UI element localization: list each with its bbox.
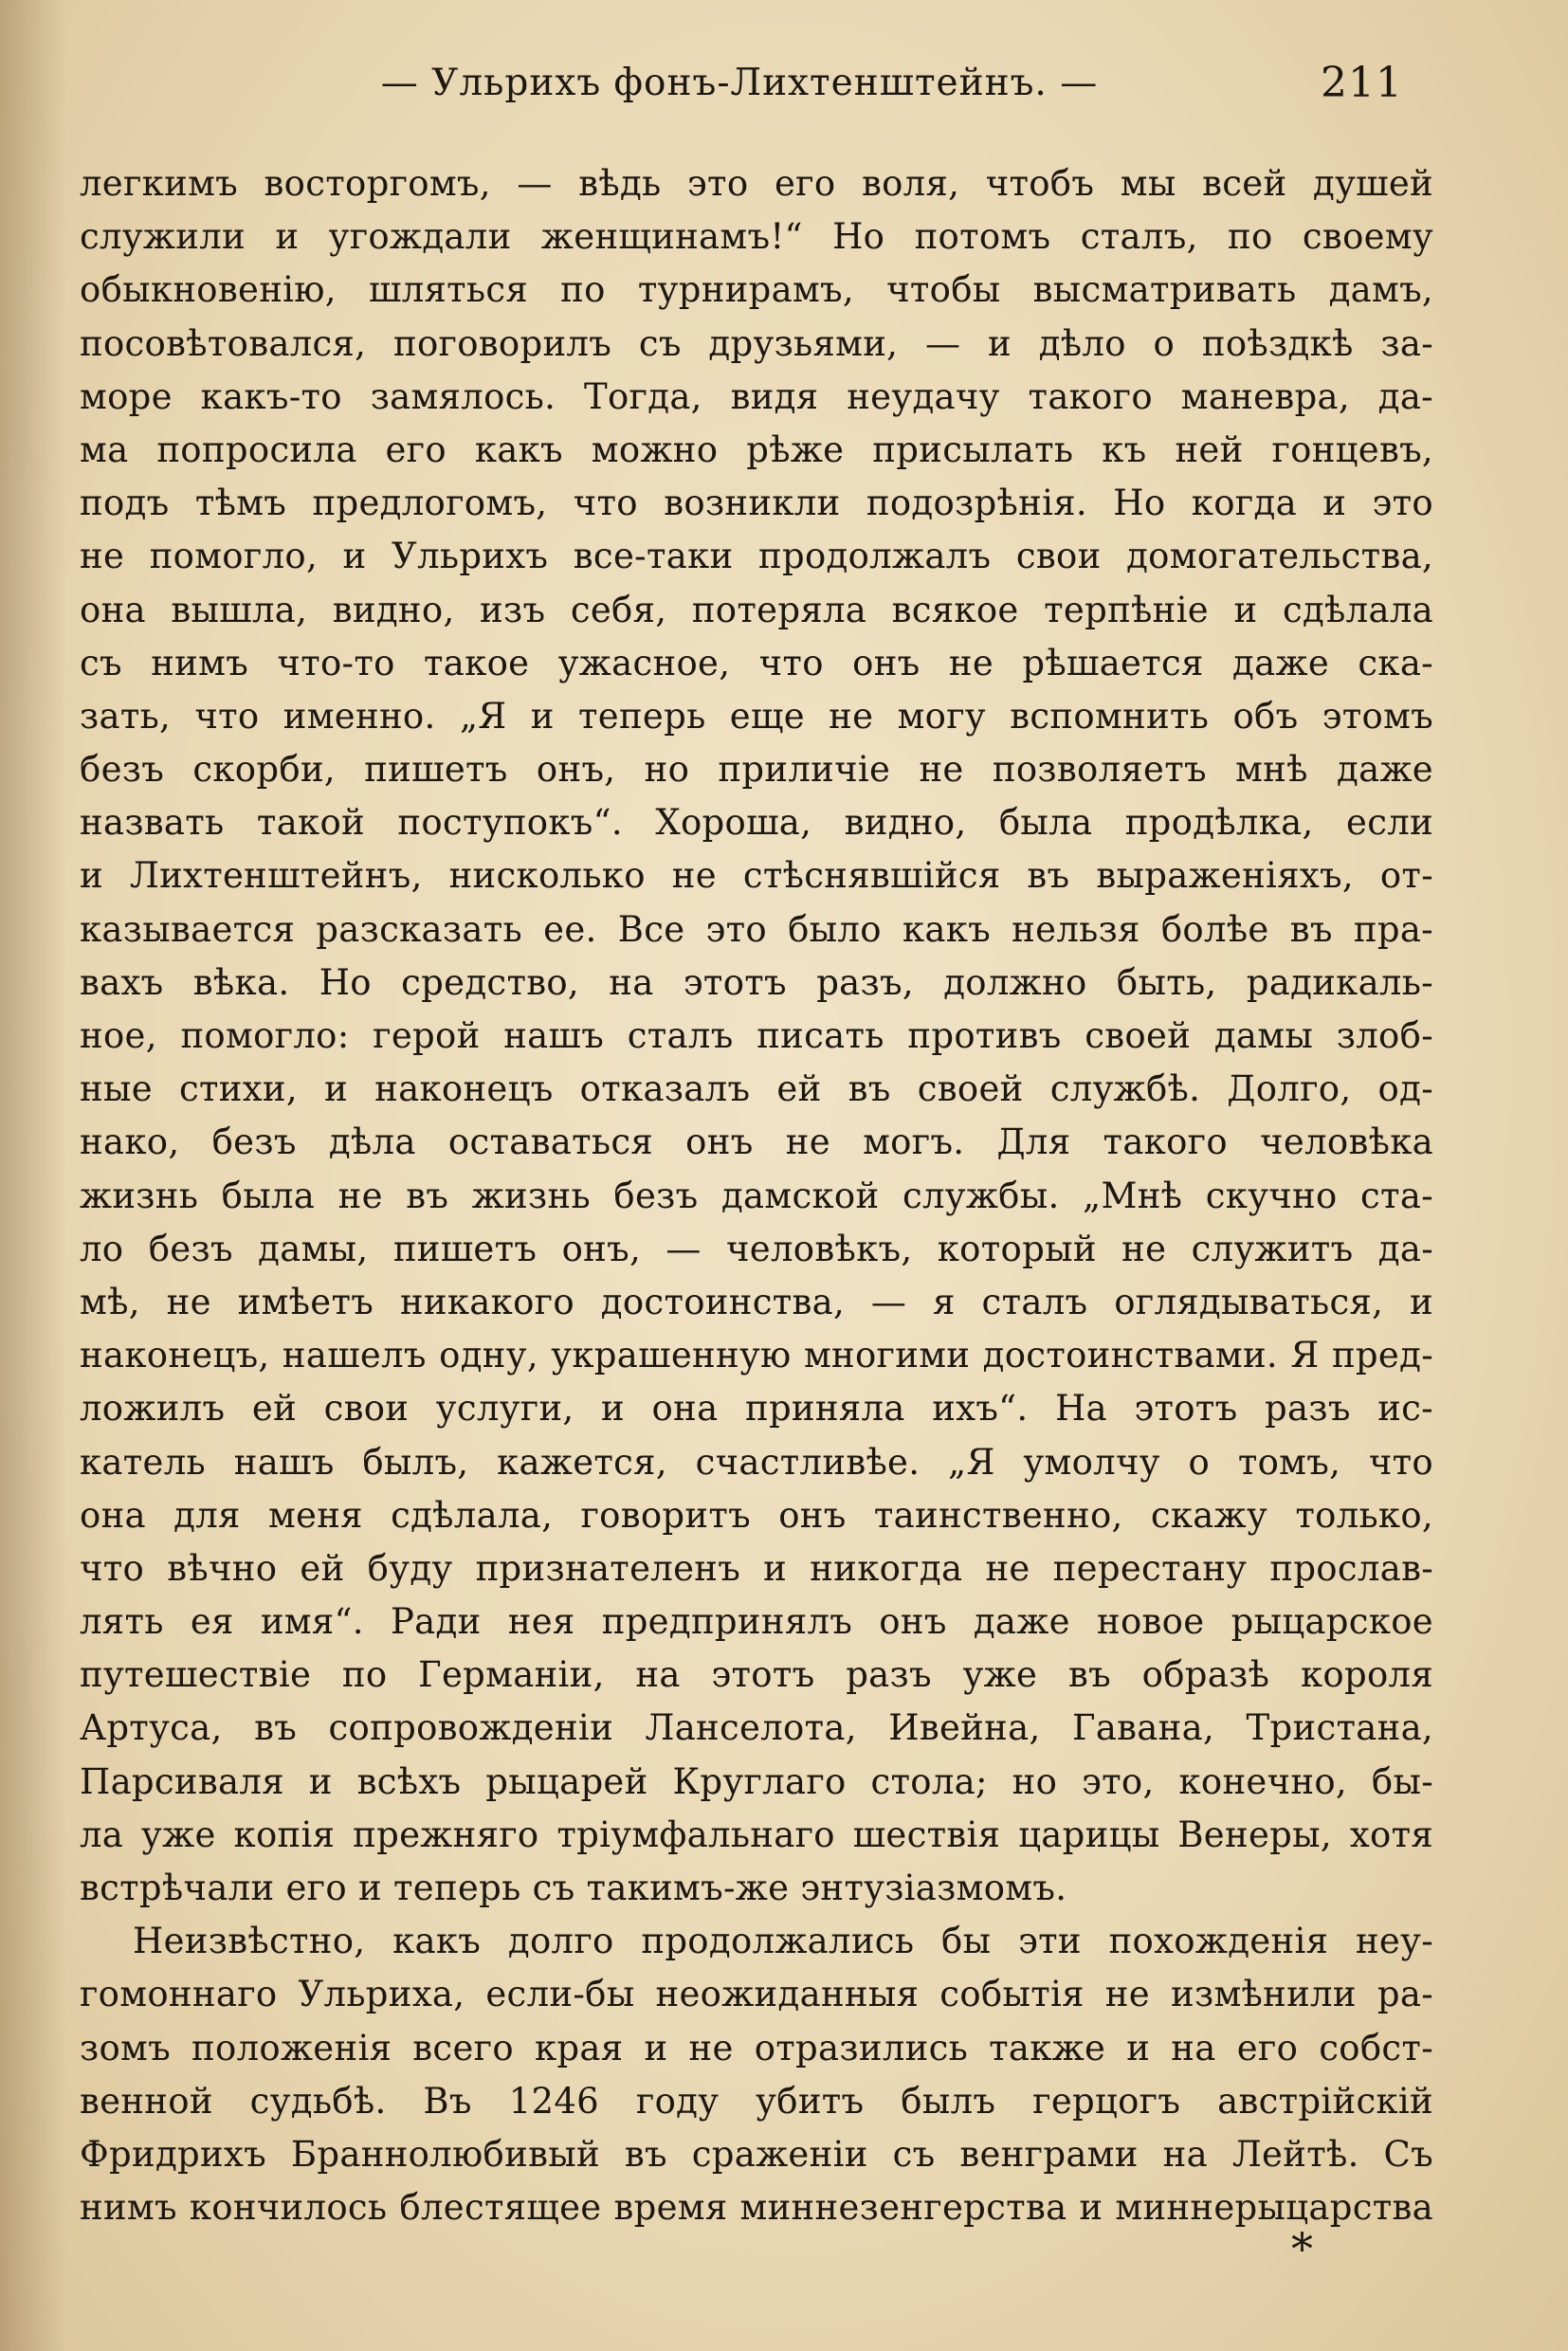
text-line: ложилъ ей свои услуги, и она приняла ихъ“. На этотъ разъ ис- xyxy=(80,1388,1433,1430)
text-line: гомоннаго Ульриха, если-бы неожиданныя событія не измѣнили ра- xyxy=(80,1974,1433,2015)
text-line: посовѣтовался, поговорилъ съ друзьями, — и дѣло о поѣздкѣ за- xyxy=(80,322,1433,364)
text-line: мѣ, не имѣетъ никакого достоинства, — я сталъ оглядываться, и xyxy=(80,1281,1433,1322)
running-head xyxy=(76,49,1403,116)
text-line: ла уже копія прежняго тріумфальнаго шествія царицы Венеры, хотя xyxy=(80,1813,1433,1855)
text-line: вахъ вѣка. Но средство, на этотъ разъ, должно быть, радикаль- xyxy=(80,961,1433,1003)
paragraph-end-line: встрѣчали его и теперь съ такимъ-же энтузіазмомъ. xyxy=(80,1868,1067,1908)
text-line: лять ея имя“. Ради нея предпринялъ онъ даже новое рыцарское xyxy=(80,1601,1433,1643)
text-line: жизнь была не въ жизнь безъ дамской службы. „Мнѣ скучно ста- xyxy=(80,1175,1433,1216)
page-number: 211 xyxy=(1321,59,1403,107)
text-line: Артуса, въ сопровожденіи Ланселота, Ивейна, Гавана, Тристана, xyxy=(80,1707,1433,1749)
page-gutter-shadow xyxy=(0,0,66,2351)
text-line: ма попросила его какъ можно рѣже присылать къ ней гонцевъ, xyxy=(80,428,1433,470)
text-line: подъ тѣмъ предлогомъ, что возникли подозрѣнія. Но когда и это xyxy=(80,483,1433,524)
text-line: море какъ-то замялось. Тогда, видя неудачу такого маневра, да- xyxy=(80,375,1433,417)
text-line: катель нашъ былъ, кажется, счастливѣе. „Я умолчу о томъ, что xyxy=(80,1441,1433,1483)
text-line: она для меня сдѣлала, говоритъ онъ таинственно, скажу только, xyxy=(80,1494,1433,1536)
text-line: ло безъ дамы, пишетъ онъ, — человѣкъ, который не служитъ да- xyxy=(80,1228,1433,1269)
text-line: что вѣчно ей буду признателенъ и никогда не перестану прослав- xyxy=(80,1547,1433,1589)
text-line: Фридрихъ Браннолюбивый въ сраженіи съ венграми на Лейтѣ. Съ xyxy=(80,2133,1433,2175)
text-line: ные стихи, и наконецъ отказалъ ей въ своей службѣ. Долго, од- xyxy=(80,1068,1433,1110)
text-line: венной судьбѣ. Въ 1246 году убитъ былъ герцогъ австрійскій xyxy=(80,2080,1433,2122)
text-line: ное, помогло: герой нашъ сталъ писать противъ своей дамы злоб- xyxy=(80,1015,1433,1056)
text-line: съ нимъ что-то такое ужасное, что онъ не рѣшается даже ска- xyxy=(80,642,1433,683)
text-line: безъ скорби, пишетъ онъ, но приличіе не позволяетъ мнѣ даже xyxy=(80,749,1433,791)
text-line: обыкновенію, шляться по турнирамъ, чтобы высматривать дамъ, xyxy=(80,269,1433,311)
text-line: назвать такой поступокъ“. Хороша, видно, была продѣлка, если xyxy=(80,802,1433,844)
text-line: зомъ положенія всего края и не отразились также и на его собст- xyxy=(80,2027,1433,2069)
text-line: казывается разсказать ее. Все это было какъ нельзя болѣе въ пра- xyxy=(80,908,1433,950)
body-text xyxy=(80,157,1433,2234)
text-line: она вышла, видно, изъ себя, потеряла всякое терпѣніе и сдѣлала xyxy=(80,589,1433,630)
text-line: Парсиваля и всѣхъ рыцарей Круглаго стола; но это, конечно, бы- xyxy=(80,1760,1433,1802)
text-line: легкимъ восторгомъ, — вѣдь это его воля, чтобъ мы всей душей xyxy=(80,163,1433,204)
text-line: путешествіе по Германіи, на этотъ разъ уже въ образѣ короля xyxy=(80,1654,1433,1696)
running-title: — Ульрихъ фонъ-Лихтенштейнъ. — xyxy=(380,62,1099,104)
text-line: и Лихтенштейнъ, нисколько не стѣснявшійся въ выраженіяхъ, от- xyxy=(80,855,1433,897)
text-line: нимъ кончилось блестящее время миннезенгерства и миннерыцарства xyxy=(80,2187,1433,2229)
footnote-mark: * xyxy=(1291,2223,1313,2274)
text-line: наконецъ, нашелъ одну, украшенную многими достоинствами. Я пред- xyxy=(80,1335,1433,1376)
text-line: служили и угождали женщинамъ!“ Но потомъ сталъ, по своему xyxy=(80,216,1433,258)
text-line: нако, безъ дѣла оставаться онъ не могъ. Для такого человѣка xyxy=(80,1121,1433,1163)
text-line: не помогло, и Ульрихъ все-таки продолжалъ свои домогательства, xyxy=(80,536,1433,577)
paragraph-start-line: Неизвѣстно, какъ долго продолжались бы эти похожденія неу- xyxy=(133,1921,1433,1962)
text-line: зать, что именно. „Я и теперь еще не могу вспомнить объ этомъ xyxy=(80,695,1433,737)
